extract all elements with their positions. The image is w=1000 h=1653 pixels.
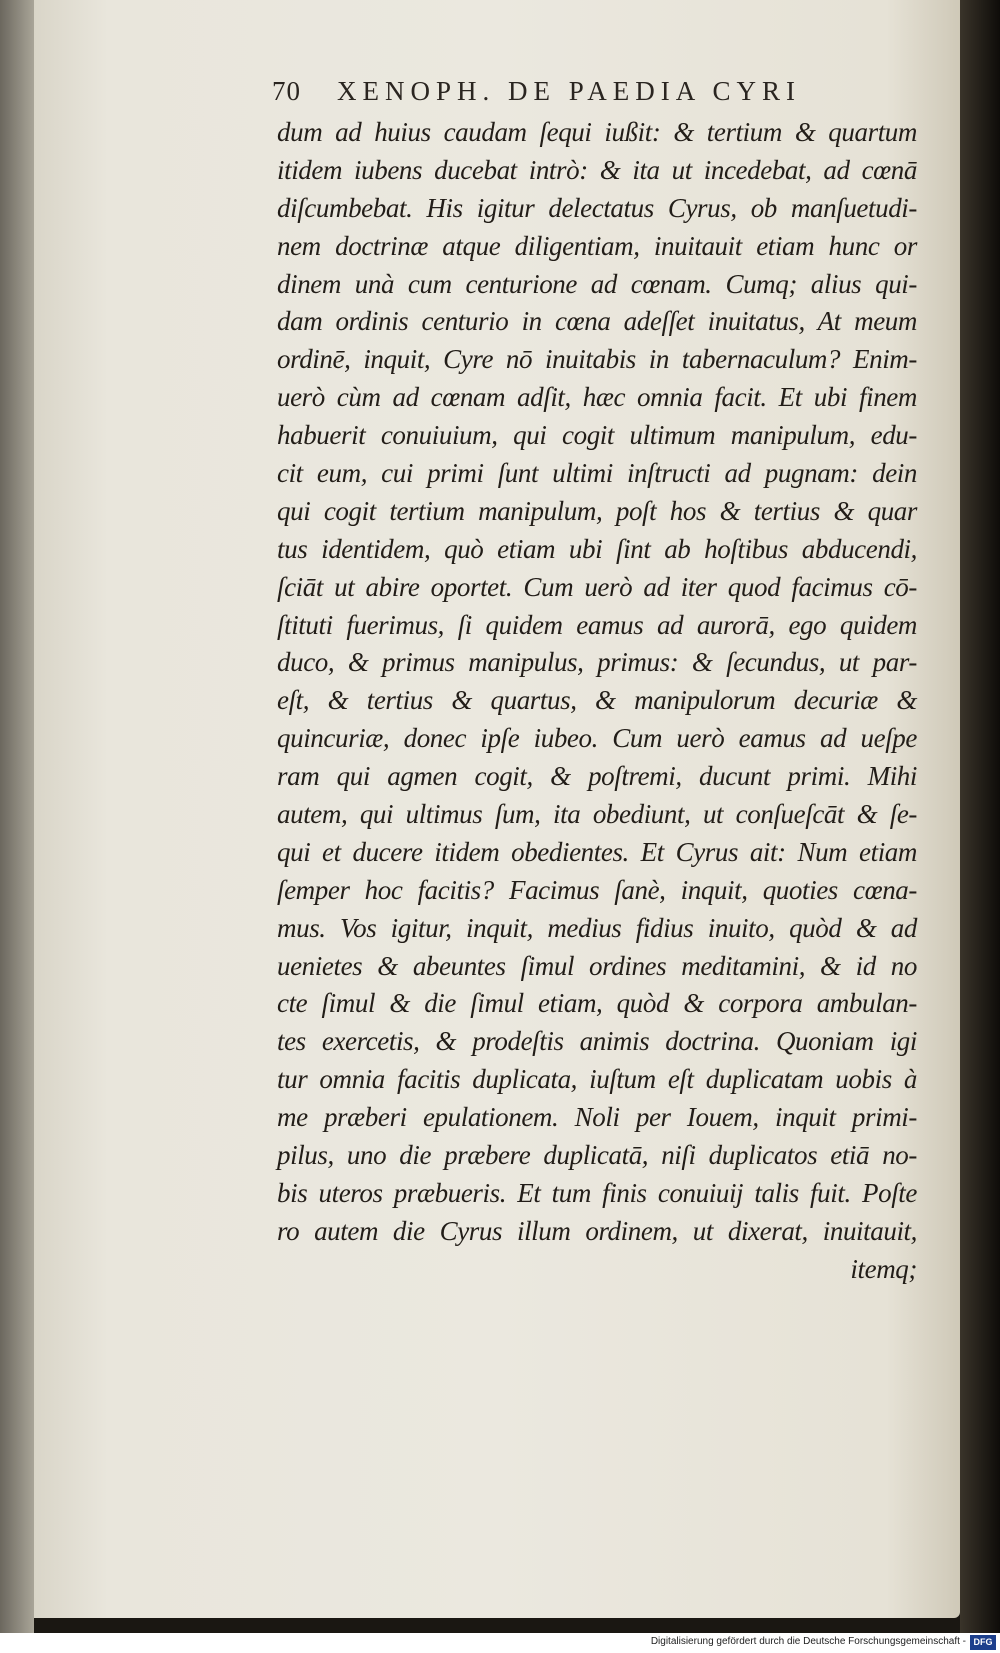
- running-head: [272, 76, 912, 107]
- text-line: mus. Vos igitur, inquit, medius fidius inuito, quòd & ad: [277, 912, 917, 943]
- footer-credit: Digitalisierung gefördert durch die Deutsche Forschungsgemeinschaft -: [650, 1636, 966, 1647]
- text-line: dinem unà cum centurione ad cœnam. Cumq; alius qui-: [277, 268, 917, 299]
- text-line: cit eum, cui primi ſunt ultimi inſtructi ad pugnam: dein: [277, 458, 917, 489]
- text-line: ro autem die Cyrus illum ordinem, ut dixerat, inuitauit,: [277, 1215, 917, 1246]
- text-line: duco, & primus manipulus, primus: & ſecundus, ut par-: [277, 647, 917, 678]
- text-line: diſcumbebat. His igitur delectatus Cyrus, ob manſuetudi-: [277, 192, 917, 223]
- text-line: itidem iubens ducebat intrò: & ita ut incedebat, ad cœnā: [277, 154, 917, 185]
- text-line: ſciāt ut abire oportet. Cum uerò ad iter quod facimus cō-: [277, 571, 917, 602]
- text-line: qui et ducere itidem obedientes. Et Cyrus ait: Num etiam: [277, 836, 917, 867]
- text-line: ſemper hoc facitis? Facimus ſanè, inquit, quoties cœna-: [277, 874, 917, 905]
- page-number: 70: [272, 76, 301, 106]
- text-line: me præberi epulationem. Noli per Iouem, inquit primi-: [277, 1102, 917, 1133]
- text-line: ram qui agmen cogit, & poſtremi, ducunt primi. Mihi: [277, 761, 917, 792]
- text-line: uerò cùm ad cœnam adſit, hæc omnia facit. Et ubi finem: [277, 382, 917, 413]
- text-line: eſt, & tertius & quartus, & manipulorum decuriæ &: [277, 685, 917, 716]
- body-text: [277, 114, 917, 1289]
- text-line: tus identidem, quò etiam ubi ſint ab hoſtibus abducendi,: [277, 533, 917, 564]
- text-line: qui cogit tertium manipulum, poſt hos & tertius & quar: [277, 495, 917, 526]
- running-head-title: XENOPH. DE PAEDIA CYRI: [337, 76, 802, 106]
- dfg-logo: DFG: [970, 1635, 996, 1650]
- text-line: cte ſimul & die ſimul etiam, quòd & corpora ambulan-: [277, 988, 917, 1019]
- page-edge-shadow: [960, 0, 1000, 1633]
- text-line: tes exercetis, & prodeſtis animis doctrina. Quoniam igi: [277, 1026, 917, 1057]
- text-line: tur omnia facitis duplicata, iuſtum eſt duplicatam uobis à: [277, 1064, 917, 1095]
- text-line: ſtituti fuerimus, ſi quidem eamus ad aurorā, ego quidem: [277, 609, 917, 640]
- text-line: itemq;: [850, 1253, 917, 1284]
- text-line: ordinē, inquit, Cyre nō inuitabis in tabernaculum? Enim-: [277, 344, 917, 375]
- text-line: uenietes & abeuntes ſimul ordines meditamini, & id no: [277, 950, 917, 981]
- text-line: quincuriæ, donec ipſe iubeo. Cum uerò eamus ad ueſpe: [277, 723, 917, 754]
- text-line: dum ad huius caudam ſequi iußit: & tertium & quartum: [277, 117, 917, 147]
- text-line: habuerit conuiuium, qui cogit ultimum manipulum, edu-: [277, 420, 917, 451]
- text-line: autem, qui ultimus ſum, ita obediunt, ut conſueſcāt & ſe-: [277, 799, 917, 830]
- text-line: pilus, uno die præbere duplicatā, niſi duplicatos etiā no-: [277, 1140, 917, 1171]
- text-line: dam ordinis centurio in cœna adeſſet inuitatus, At meum: [277, 306, 917, 337]
- binding-edge: [0, 0, 34, 1633]
- footer: [0, 1633, 1000, 1653]
- text-line: nem doctrinæ atque diligentiam, inuitauit etiam hunc or: [277, 230, 917, 261]
- text-line: bis uteros præbueris. Et tum finis conuiuij talis fuit. Poſte: [277, 1177, 917, 1208]
